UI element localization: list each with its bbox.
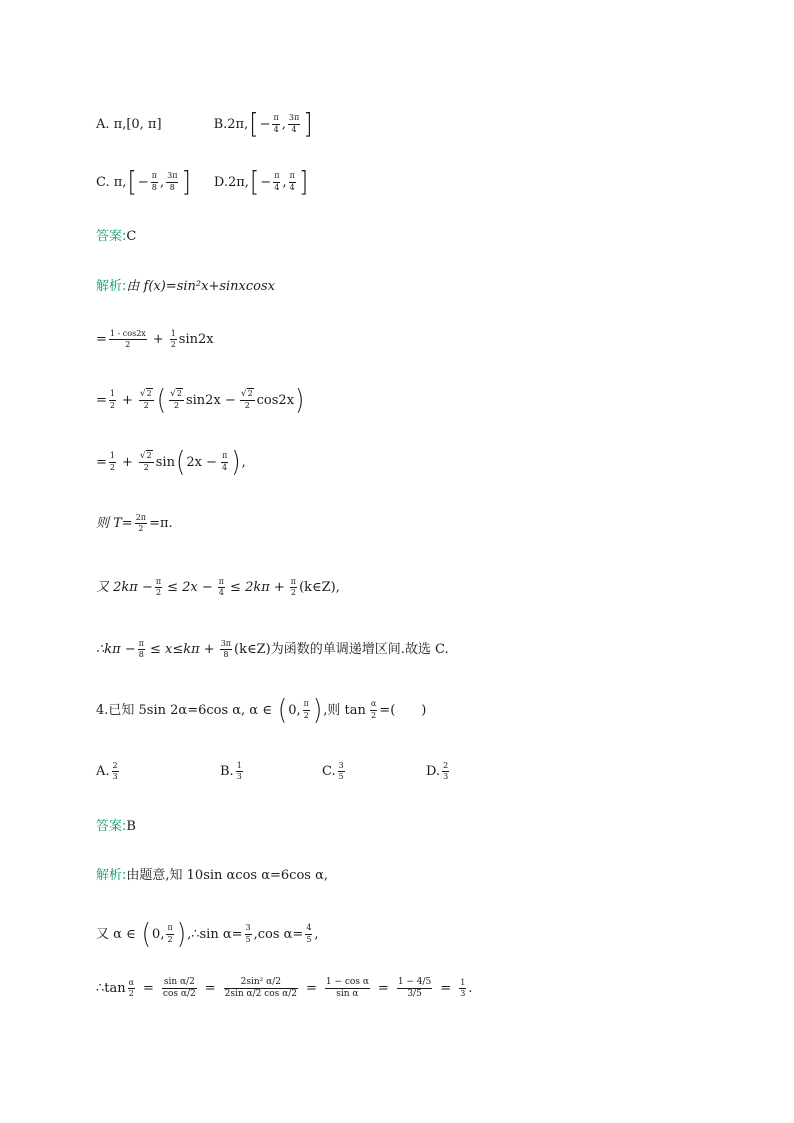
fraction: $\frac{\pi}{8}$	[151, 171, 157, 192]
q3-option-c: C. π,	[96, 174, 127, 190]
left-paren: (	[277, 693, 288, 727]
expression-text: ≤ x≤kπ +	[149, 642, 215, 658]
fraction: $\frac{1}{3}$	[460, 978, 466, 999]
right-paren: )	[295, 383, 305, 417]
q3-period	[96, 514, 173, 534]
q3-option-a: A. π,[0, π]	[96, 116, 162, 132]
q3-analysis	[96, 280, 275, 293]
equals-sign: =	[96, 332, 107, 348]
plus-sign: +	[152, 332, 164, 348]
expression-text: 0,	[288, 702, 301, 718]
fraction: $\frac{\text{2sin² α/2}}{\text{2sin α/2 cos α/2}}$	[224, 977, 297, 1000]
left-paren: (	[175, 445, 186, 479]
q3-step-2	[96, 383, 305, 417]
right-paren: )	[176, 917, 187, 951]
fraction: $\frac{\pi}{8}$	[138, 639, 144, 660]
analysis-text: 由 f(x)=sin²x+sinxcosx	[126, 279, 275, 294]
left-bracket: [	[249, 107, 259, 141]
analysis-text: 由题意,知 10sin αcos α=6cos α,	[126, 868, 328, 883]
equals-sign: =	[440, 981, 452, 997]
right-bracket: ]	[181, 165, 191, 199]
expression-text: sin2x −	[185, 392, 236, 408]
q3-step-1	[96, 330, 214, 350]
answer-value: B	[126, 819, 136, 834]
expression-text: ,∴sin α=	[187, 926, 243, 942]
fraction: $\frac{2\pi}{2}$	[135, 513, 147, 534]
fraction: $\frac{\pi}{4}$	[218, 577, 225, 598]
q3-inequality	[96, 578, 340, 598]
q4-option-b: B. $\frac{1}{3}$	[220, 761, 242, 782]
comma: ,	[241, 454, 246, 470]
fraction: $\frac{\pi}{4}$	[289, 171, 295, 192]
comma: ,	[314, 926, 319, 942]
sqrt-fraction: $\frac{√2}{2}$	[139, 388, 152, 411]
analysis-label: 解析:	[96, 279, 127, 294]
fraction: $\frac{1}{2}$	[109, 389, 115, 410]
equals-sign: =	[96, 454, 107, 470]
right-bracket: ]	[298, 165, 309, 199]
minus-sign: −	[260, 174, 272, 190]
plus-sign: +	[122, 392, 133, 408]
fraction: $\frac{3\pi}{4}$	[288, 113, 300, 134]
fraction: $\frac{\pi}{4}$	[273, 113, 279, 134]
equals-sign: =	[204, 981, 216, 997]
right-bracket: ]	[303, 107, 313, 141]
fraction: $\frac{3\pi}{8}$	[167, 171, 178, 192]
q4-analysis-line-3	[96, 978, 472, 1000]
right-paren: )	[231, 445, 241, 479]
fraction: $\frac{\pi}{2}$	[290, 577, 297, 598]
left-bracket: [	[249, 165, 260, 199]
answer-label: 答案:	[96, 819, 127, 834]
fraction: $\frac{3\pi}{8}$	[220, 639, 232, 660]
q4-option-c: C. $\frac{3}{5}$	[322, 761, 344, 782]
question-text: =( )	[379, 702, 427, 718]
fraction: $\frac{\pi}{2}$	[155, 577, 162, 598]
q3-option-b: B.2π,	[213, 116, 249, 132]
fraction: $\frac{1}{2}$	[109, 451, 115, 472]
sqrt-fraction: $\frac{√2}{2}$	[240, 388, 253, 411]
fraction: $\frac{\pi}{2}$	[167, 923, 173, 944]
minus-sign: −	[137, 174, 149, 190]
equals-sign: =	[96, 392, 107, 408]
answer-value: C	[126, 229, 137, 244]
expression-text: ≤ 2kπ +	[230, 580, 285, 596]
fraction: $\frac{\text{sin α/2}}{\text{cos α/2}}$	[162, 977, 196, 1000]
question-text: 4.已知 5sin 2α=6cos α, α ∈	[96, 702, 272, 718]
q3-answer	[96, 230, 136, 243]
fraction: $\frac{4}{5}$	[306, 923, 312, 944]
q3-conclusion	[96, 640, 449, 660]
q3-option-d: D.2π,	[213, 174, 249, 190]
q4-analysis	[96, 869, 328, 882]
expression-text: cos2x	[256, 392, 295, 408]
q4-analysis-line-2	[96, 917, 319, 951]
fraction: $\frac{\alpha}{2}$	[128, 978, 135, 999]
expression-text: (k∈Z)为函数的单调递增区间.故选 C.	[234, 642, 449, 658]
expression-text: ∴tan	[96, 981, 126, 997]
expression-text: sin2x	[178, 332, 214, 348]
fraction: $\frac{\text{1 − cos α}}{\text{sin α}}$	[325, 977, 369, 1000]
q4-options	[96, 762, 451, 782]
sqrt-fraction: $\frac{√2}{2}$	[170, 388, 182, 411]
expression-text: 又 2kπ −	[96, 580, 153, 596]
fraction: $\frac{1}{2}$	[170, 329, 176, 350]
expression-text: sin	[155, 454, 175, 470]
expression-text: =π.	[149, 516, 173, 532]
equals-sign: =	[377, 981, 389, 997]
q4-answer	[96, 820, 136, 833]
fraction: $\frac{1 - 4/5}{3/5}$	[397, 977, 432, 1000]
fraction: $\frac{\alpha}{2}$	[370, 699, 377, 720]
q4-option-d: D. $\frac{2}{3}$	[426, 761, 449, 782]
fraction: $\frac{3}{5}$	[245, 923, 251, 944]
expression-text: 又 α ∈	[96, 926, 136, 942]
expression-text: ,cos α=	[253, 926, 304, 942]
q3-step-3	[96, 445, 246, 479]
fraction: $\frac{\pi}{4}$	[221, 451, 228, 472]
right-paren: )	[312, 693, 323, 727]
minus-sign: −	[259, 116, 271, 132]
fraction: $\frac{\pi}{4}$	[274, 171, 280, 192]
equals-sign: =	[305, 981, 317, 997]
answer-label: 答案:	[96, 229, 127, 244]
left-paren: (	[141, 917, 152, 951]
period-mark: .	[468, 981, 473, 997]
plus-sign: +	[122, 454, 133, 470]
left-paren: (	[156, 383, 167, 417]
equals-sign: =	[143, 981, 154, 997]
left-bracket: [	[127, 165, 137, 199]
q4-option-a: A. $\frac{2}{3}$	[96, 761, 118, 782]
q3-options-row-1: A. π,[0, π] B.2π, [ − $\frac{\pi}{4}$ , $\frac{3\pi}{4}$ ]	[96, 107, 313, 141]
expression-text: ∴kπ −	[96, 642, 136, 658]
sqrt-fraction: $\frac{√2}{2}$	[139, 450, 152, 473]
fraction: $\frac{1 - \cos 2x}{2}$	[109, 329, 146, 350]
analysis-label: 解析:	[96, 868, 127, 883]
expression-text: 则 T=	[96, 516, 133, 532]
q3-options-row-2: C. π, [ − $\frac{\pi}{8}$ , $\frac{3\pi}{8}$ ] D.2π, [ − $\frac{\pi}{4}$ , $\frac{\pi}{4}$ ]	[96, 165, 309, 199]
q4-stem	[96, 693, 427, 727]
expression-text: 0,	[152, 926, 165, 942]
expression-text: ≤ 2x −	[167, 580, 213, 596]
fraction: $\frac{\pi}{2}$	[303, 699, 309, 720]
expression-text: 2x −	[186, 454, 217, 470]
expression-text: (k∈Z),	[299, 580, 340, 596]
question-text: ,则 tan	[323, 702, 366, 718]
